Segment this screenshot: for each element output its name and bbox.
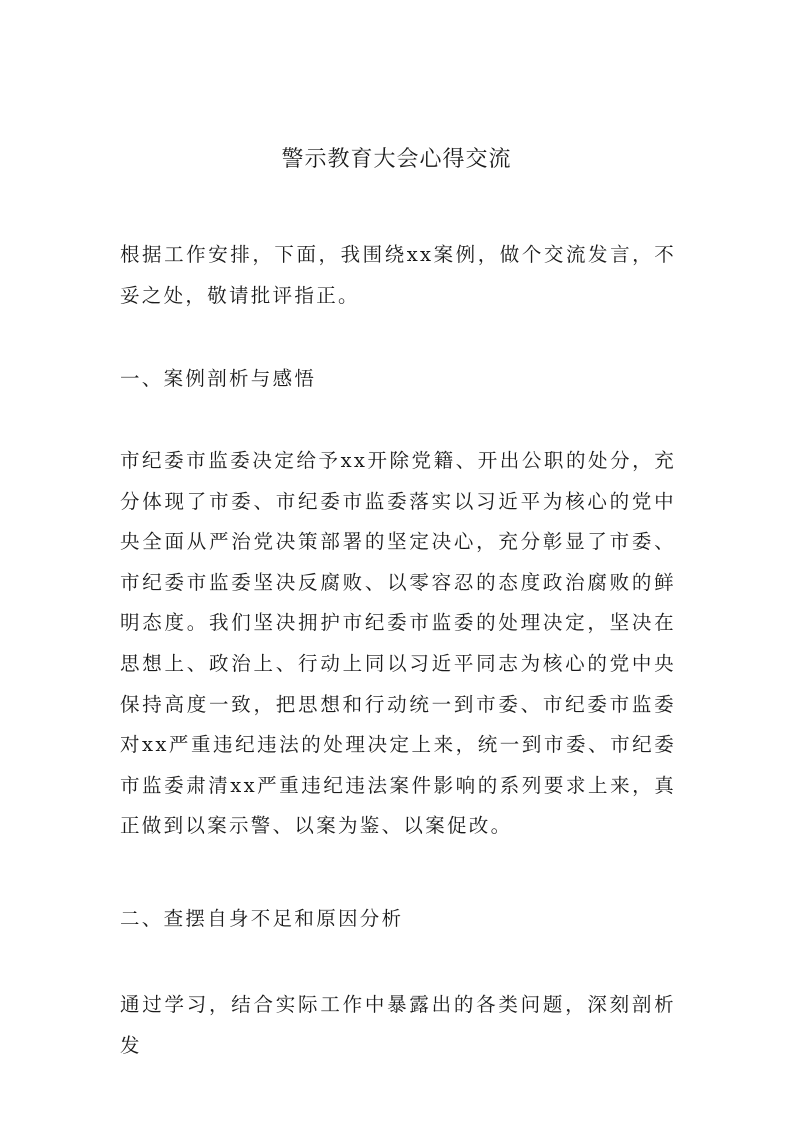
section-heading-2: 二、查摆自身不足和原因分析 (120, 907, 404, 930)
section-heading-1: 一、案例剖析与感悟 (120, 367, 317, 390)
intro-paragraph: 根据工作安排，下面，我围绕xx案例，做个交流发言，不妥之处，敬请批评指正。 (120, 243, 676, 307)
section-1-paragraph: 市纪委市监委决定给予xx开除党籍、开出公职的处分，充分体现了市委、市纪委市监委落实以习近平为核心的党中央全面从严治党决策部署的坚定决心，充分彰显了市委、市纪委市监委坚决反腐败、以零容忍的态度政治腐败的鲜明态度。我们坚决拥护市纪委市监委的处理决定，坚决在思想上、政治上、行动上同以习近平同志为核心的党中央保持高度一致，把思想和行动统一到市委、市纪委市监委对xx严重违纪违法的处理决定上来，统一到市委、市纪委市监委肃清xx严重违纪违法案件影响的系列要求上来，真正做到以案示警、以案为鉴、以案促改。 (120, 449, 676, 838)
document-title: 警示教育大会心得交流 (281, 146, 512, 172)
section-2-paragraph: 通过学习，结合实际工作中暴露出的各类问题，深刻剖析发 (120, 993, 676, 1057)
